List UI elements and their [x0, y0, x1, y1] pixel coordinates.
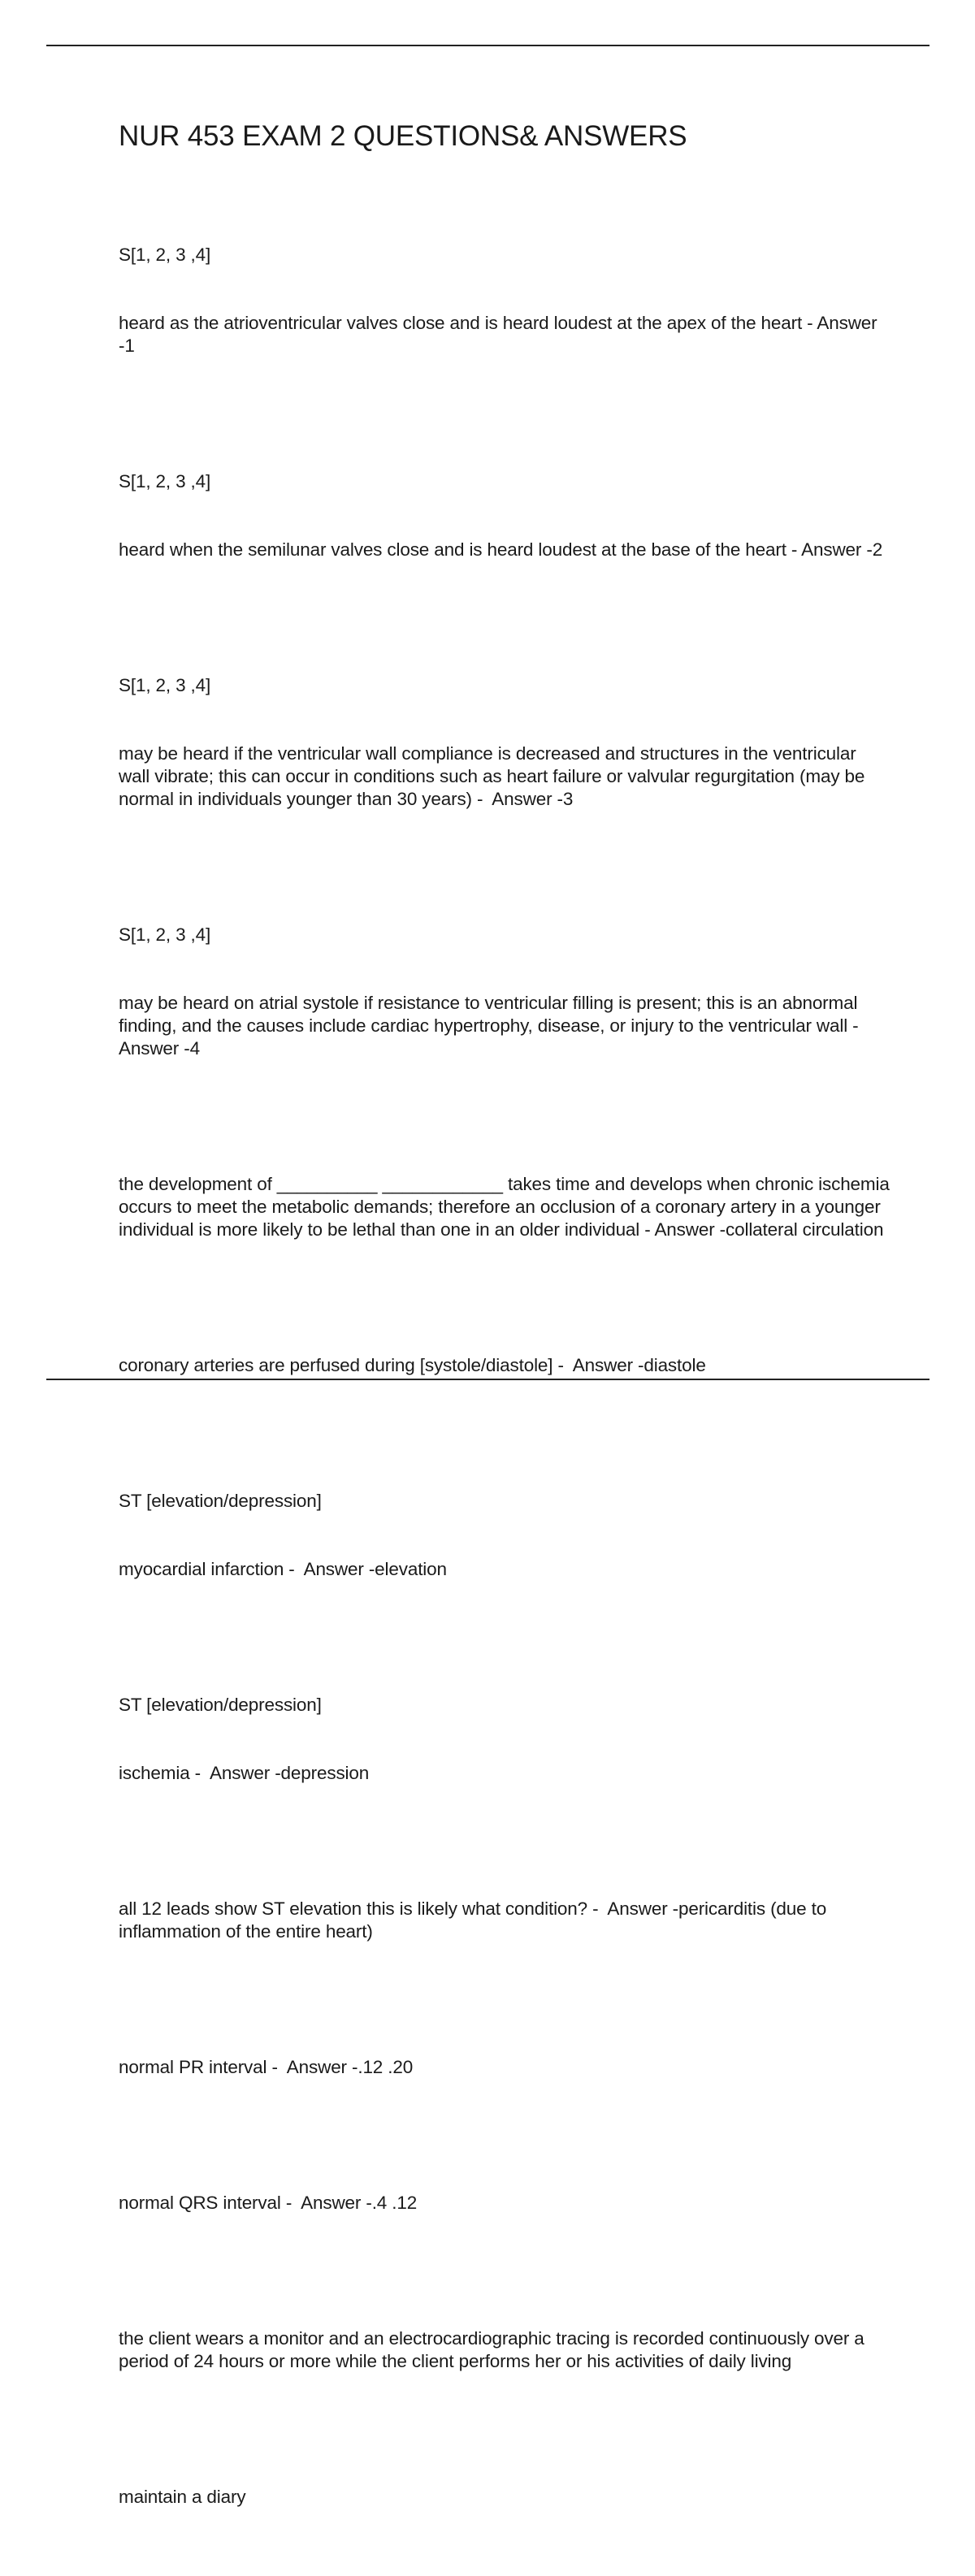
document-body — [119, 114, 895, 2576]
bottom-rule — [46, 1379, 930, 1380]
card-text: ischemia - Answer -depression — [119, 1763, 370, 1783]
card-text: normal PR interval - Answer -.12 .20 — [119, 2057, 414, 2077]
flashcard — [119, 198, 890, 403]
card-header: S[1, 2, 3 ,4] — [119, 924, 211, 945]
card-text: coronary arteries are perfused during [systole/diastole] - Answer -diastole — [119, 1355, 706, 1375]
card-text: all 12 leads show ST elevation this is likely what condition? - Answer -pericarditis (due to inflammation of the entire heart) — [119, 1898, 832, 1942]
flashcard — [119, 1648, 890, 1830]
flashcard — [119, 2440, 890, 2554]
card-header: ST [elevation/depression] — [119, 1695, 322, 1715]
card-text: heard when the semilunar valves close and is heard loudest at the base of the heart - Answer -2 — [119, 539, 883, 560]
card-header: ST [elevation/depression] — [119, 1491, 322, 1511]
flashcard-list — [119, 198, 895, 2554]
flashcard — [119, 1852, 890, 1989]
card-header: S[1, 2, 3 ,4] — [119, 471, 211, 491]
flashcard — [119, 1128, 895, 1287]
card-text: normal QRS interval - Answer -.4 .12 — [119, 2193, 418, 2213]
flashcard — [119, 2011, 890, 2124]
card-text: may be heard on atrial systole if resistance to ventricular filling is present; this is an abnormal finding, and the causes include cardiac hypertrophy, disease, or injury to the ventricular wall - Answer -4 — [119, 993, 868, 1059]
card-text: maintain a diary — [119, 2487, 246, 2507]
card-text: heard as the atrioventricular valves close and is heard loudest at the apex of the heart - Answer -1 — [119, 313, 882, 356]
flashcard — [119, 1309, 890, 1422]
flashcard — [119, 878, 890, 1106]
top-rule — [46, 45, 930, 46]
document-title: NUR 453 EXAM 2 QUESTIONS& ANSWERS — [119, 120, 687, 152]
flashcard — [119, 1444, 890, 1626]
flashcard — [119, 2282, 890, 2418]
card-text: may be heard if the ventricular wall compliance is decreased and structures in the ventricular wall vibrate; this can occur in conditions such as heart failure or valvular regurgitation (may be normal in individuals younger than 30 years) - Answer -3 — [119, 743, 870, 809]
card-text: the client wears a monitor and an electrocardiographic tracing is recorded continuously over a period of 24 hours or more while the client performs her or his activities of daily living — [119, 2328, 869, 2371]
card-header: S[1, 2, 3 ,4] — [119, 245, 211, 265]
card-text: the development of __________ ____________ takes time and develops when chronic ischemia occurs to meet the metabolic demands; therefore an occlusion of a coronary artery in a younger individual is more likely to be lethal than one in an older individual - Answer -collateral circulation — [119, 1174, 895, 1240]
flashcard — [119, 425, 890, 607]
flashcard — [119, 2146, 890, 2260]
card-text: myocardial infarction - Answer -elevation — [119, 1559, 447, 1579]
card-header: S[1, 2, 3 ,4] — [119, 675, 211, 695]
flashcard — [119, 629, 890, 856]
